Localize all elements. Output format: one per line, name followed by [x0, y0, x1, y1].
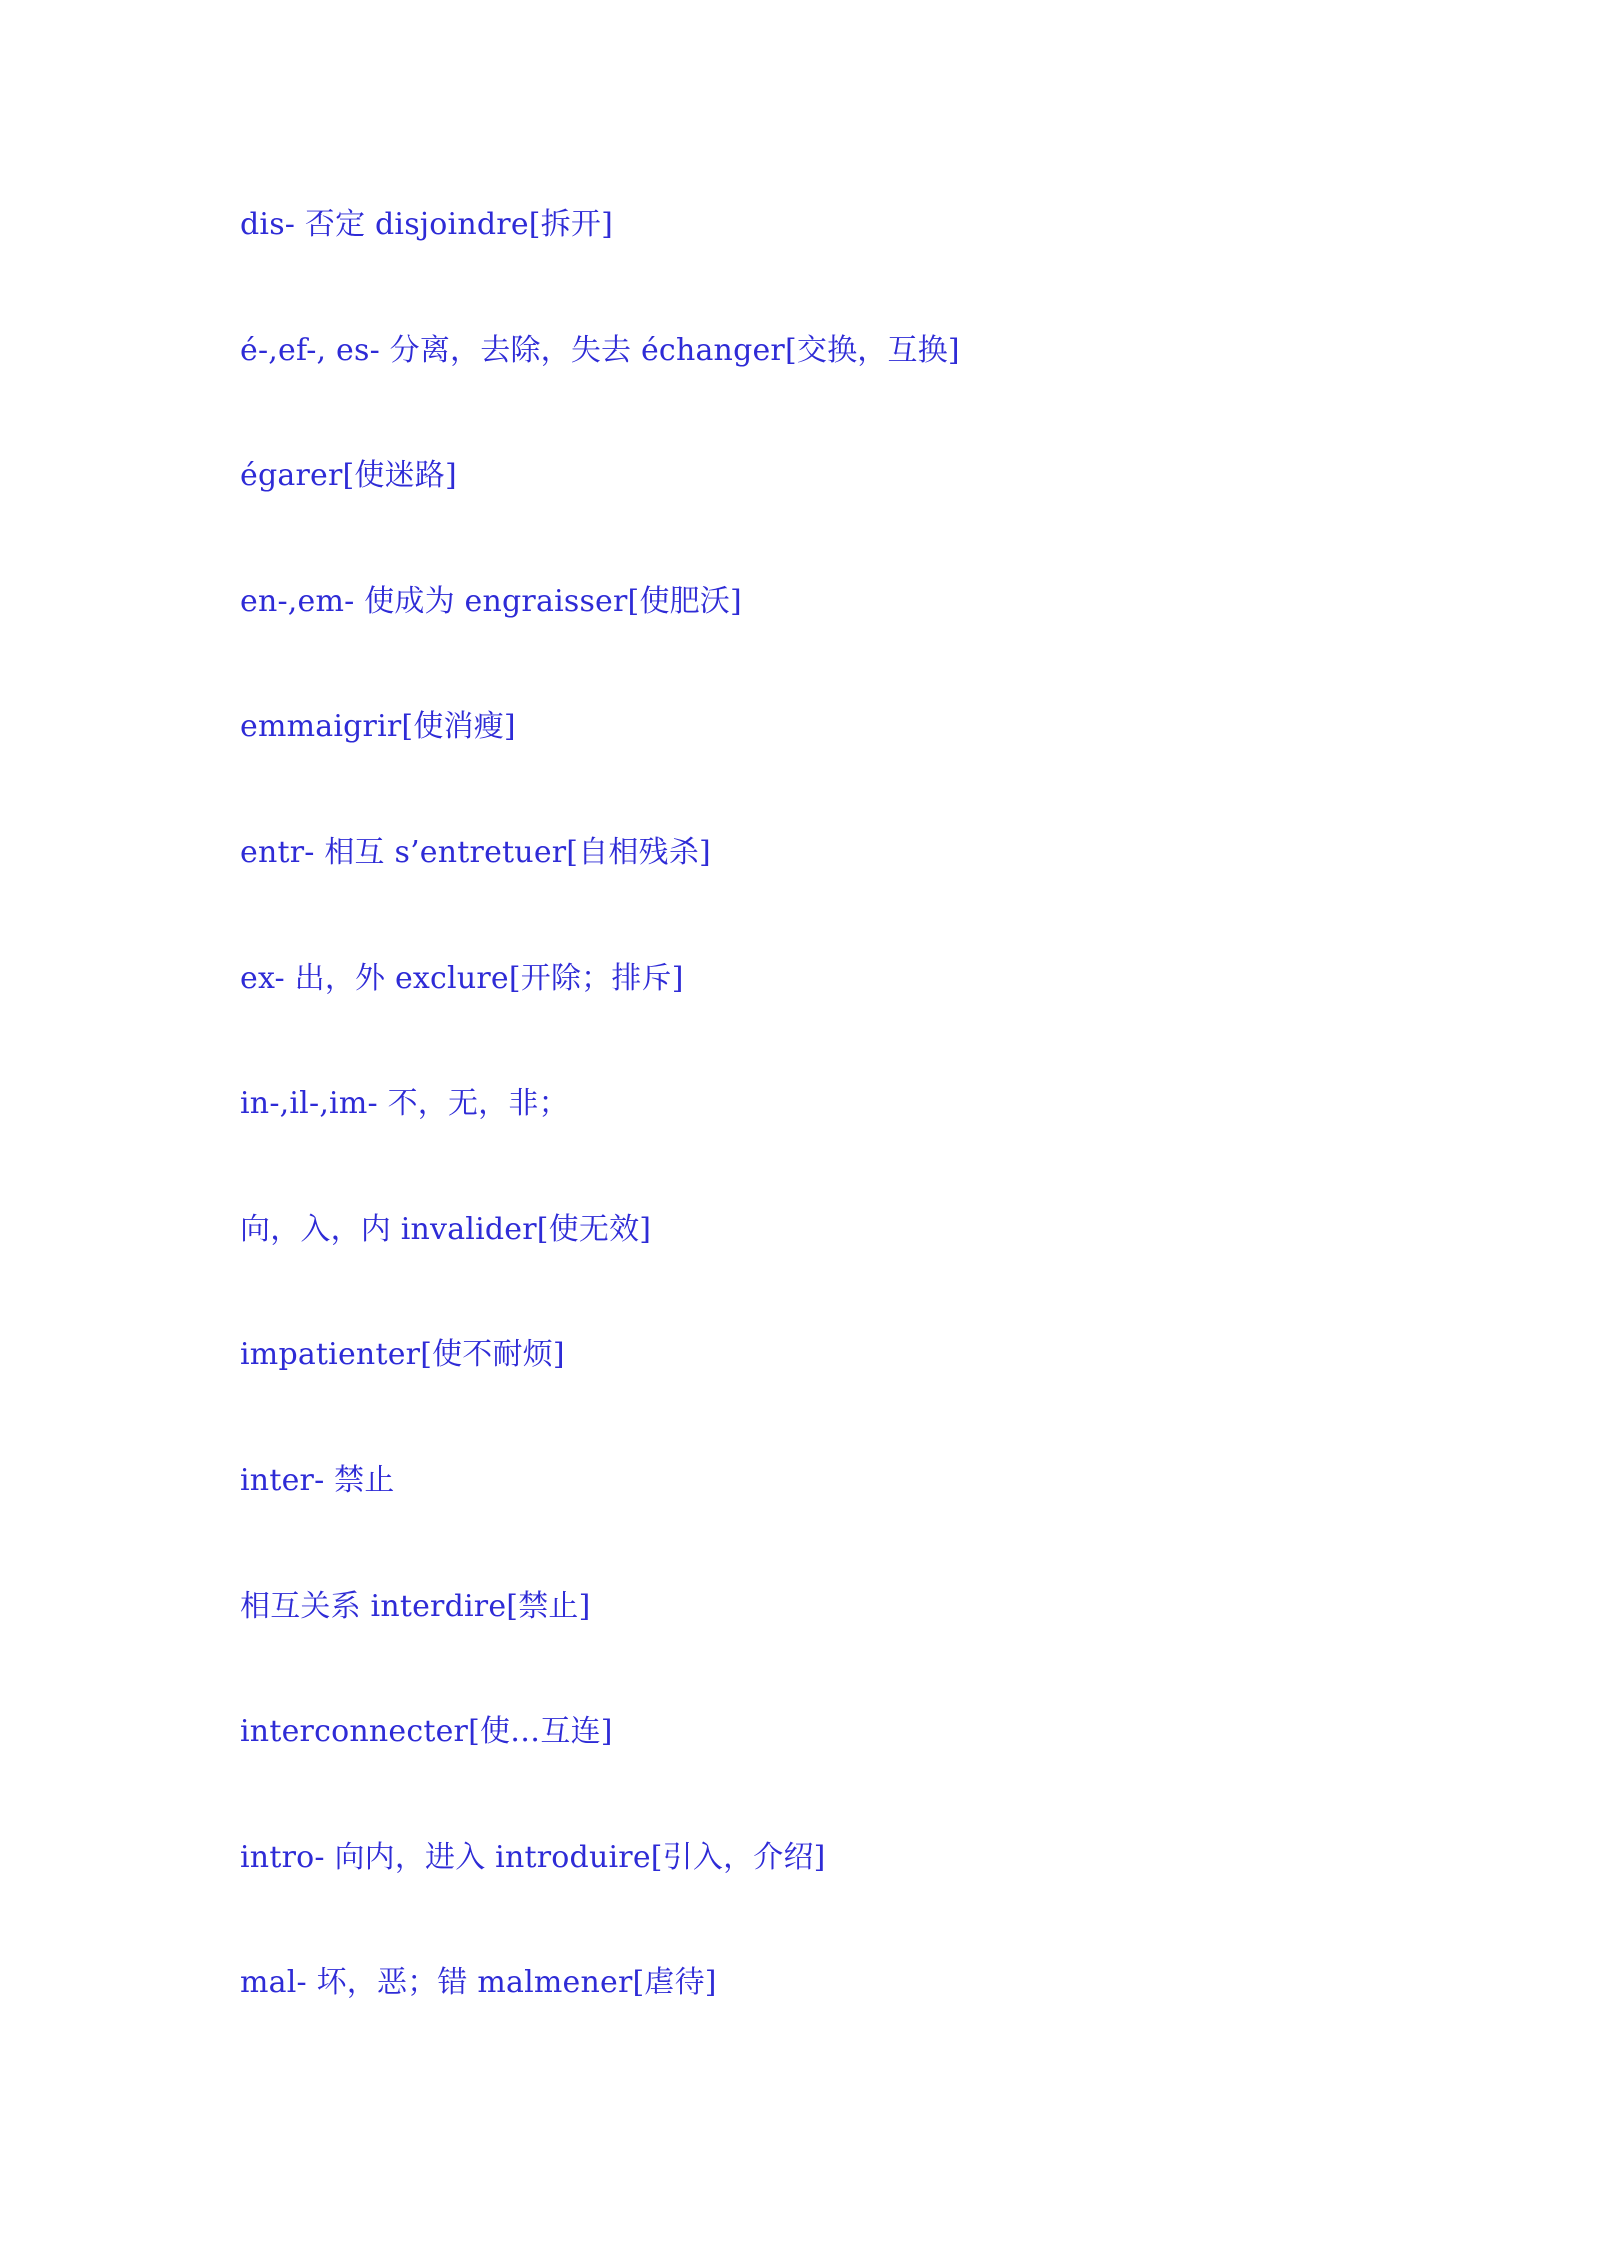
list-item: emmaigrir[使消瘦] [240, 709, 516, 745]
list-item: en-,em- 使成为 engraisser[使肥沃] [240, 583, 742, 619]
list-item: entr- 相互 s’entretuer[自相残杀] [240, 834, 711, 870]
list-item: inter- 禁止 [240, 1462, 395, 1498]
list-item: égarer[使迷路] [240, 458, 457, 494]
list-item: 向，入，内 invalider[使无效] [240, 1211, 652, 1247]
list-item: mal- 坏，恶；错 malmener[虐待] [240, 1965, 717, 2001]
list-item: in-,il-,im- 不，无，非； [240, 1086, 569, 1122]
list-item: ex- 出，外 exclure[开除；排斥] [240, 960, 684, 996]
list-item: dis- 否定 disjoindre[拆开] [240, 207, 613, 242]
list-item: é-,ef-, es- 分离，去除，失去 échanger[交换，互换] [240, 332, 960, 368]
list-item: intro- 向内，进入 introduire[引入，介绍] [240, 1839, 826, 1875]
list-item: interconnecter[使…互连] [240, 1714, 613, 1750]
list-item: impatienter[使不耐烦] [240, 1337, 565, 1373]
prefix-list [240, 203, 1540, 2087]
list-item: 相互关系 interdire[禁止] [240, 1588, 591, 1624]
